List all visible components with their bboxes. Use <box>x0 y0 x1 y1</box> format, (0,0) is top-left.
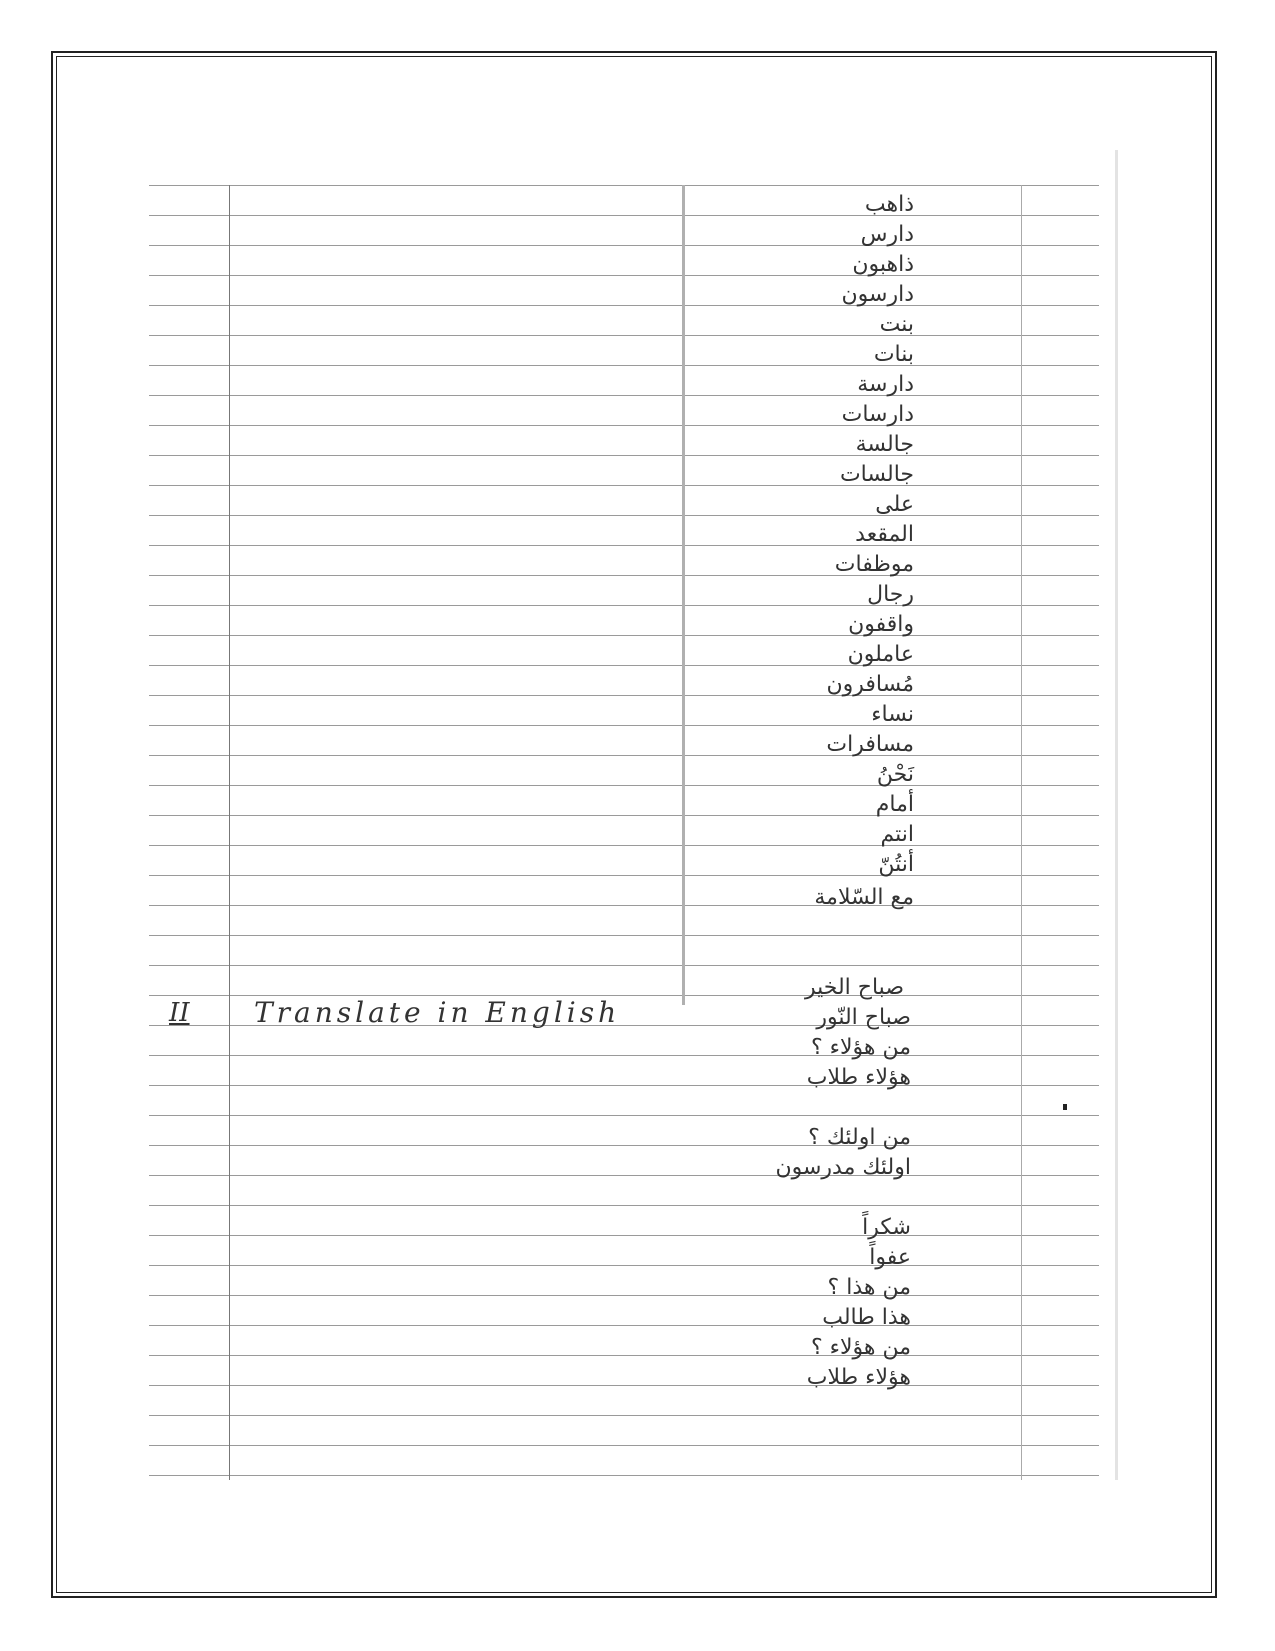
section-heading: Translate in English <box>254 996 621 1029</box>
vocab-item: مع السّلامة <box>814 885 914 910</box>
vocab-item: دارسة <box>857 372 914 397</box>
vocab-item: بنت <box>879 312 914 337</box>
vocab-item: على <box>875 492 914 517</box>
ruled-line <box>149 1415 1099 1416</box>
vocab-item: نساء <box>871 702 914 727</box>
vocab-item: أنتُنّ <box>878 852 914 877</box>
vocab-item: مسافرات <box>826 732 914 757</box>
sentence-item: من هذا ؟ <box>827 1275 911 1300</box>
vocab-item: رجال <box>867 582 914 607</box>
ruled-line <box>149 1205 1099 1206</box>
sentence-item: من هؤلاء ؟ <box>810 1035 911 1060</box>
vocab-item: عاملون <box>847 642 914 667</box>
ruled-line <box>149 1475 1099 1476</box>
edge-mark <box>1063 1104 1067 1110</box>
sentence-item: من هؤلاء ؟ <box>810 1335 911 1360</box>
vocab-item: جالسة <box>855 432 914 457</box>
sentence-item: صباح الخير <box>804 975 904 1000</box>
vocab-item: موظفات <box>834 552 914 577</box>
vocab-item: دارس <box>860 222 914 247</box>
sentence-item: شكراً <box>862 1215 911 1240</box>
vocab-item: المقعد <box>855 522 914 547</box>
ruled-line <box>149 1295 1099 1296</box>
sentence-item: من اولئك ؟ <box>808 1125 911 1150</box>
sentence-item: اولئك مدرسون <box>775 1155 911 1180</box>
ruled-line <box>149 1355 1099 1356</box>
sentence-item: هؤلاء طلاب <box>806 1365 911 1390</box>
vocab-item: مُسافرون <box>826 672 914 697</box>
ruled-line <box>149 1265 1099 1266</box>
sentence-item: هؤلاء طلاب <box>806 1065 911 1090</box>
vocab-item: ذاهب <box>864 192 914 217</box>
sentence-item: صباح النّور <box>816 1005 911 1030</box>
ruled-line <box>149 1325 1099 1326</box>
ruled-line <box>149 1385 1099 1386</box>
vocab-item: نَحْنُ <box>876 762 914 787</box>
sentence-list <box>149 150 1019 1390</box>
sentence-item: هذا طالب <box>822 1305 911 1330</box>
ruled-line <box>149 1175 1099 1176</box>
vocab-item: واقفون <box>848 612 914 637</box>
vocab-item: انتم <box>880 822 914 847</box>
vocab-item: أمام <box>875 792 914 817</box>
right-margin-line <box>1021 185 1022 1480</box>
vocab-item: دارسات <box>841 402 914 427</box>
vocab-item: بنات <box>873 342 914 367</box>
ruled-line <box>149 1235 1099 1236</box>
section-number: II <box>169 998 190 1028</box>
vocab-item: ذاهبون <box>852 252 914 277</box>
vocab-item: دارسون <box>841 282 914 307</box>
notebook-sheet <box>149 150 1118 1480</box>
ruled-line <box>149 1445 1099 1446</box>
sentence-item: عفواً <box>869 1245 911 1270</box>
vocab-item: جالسات <box>839 462 914 487</box>
